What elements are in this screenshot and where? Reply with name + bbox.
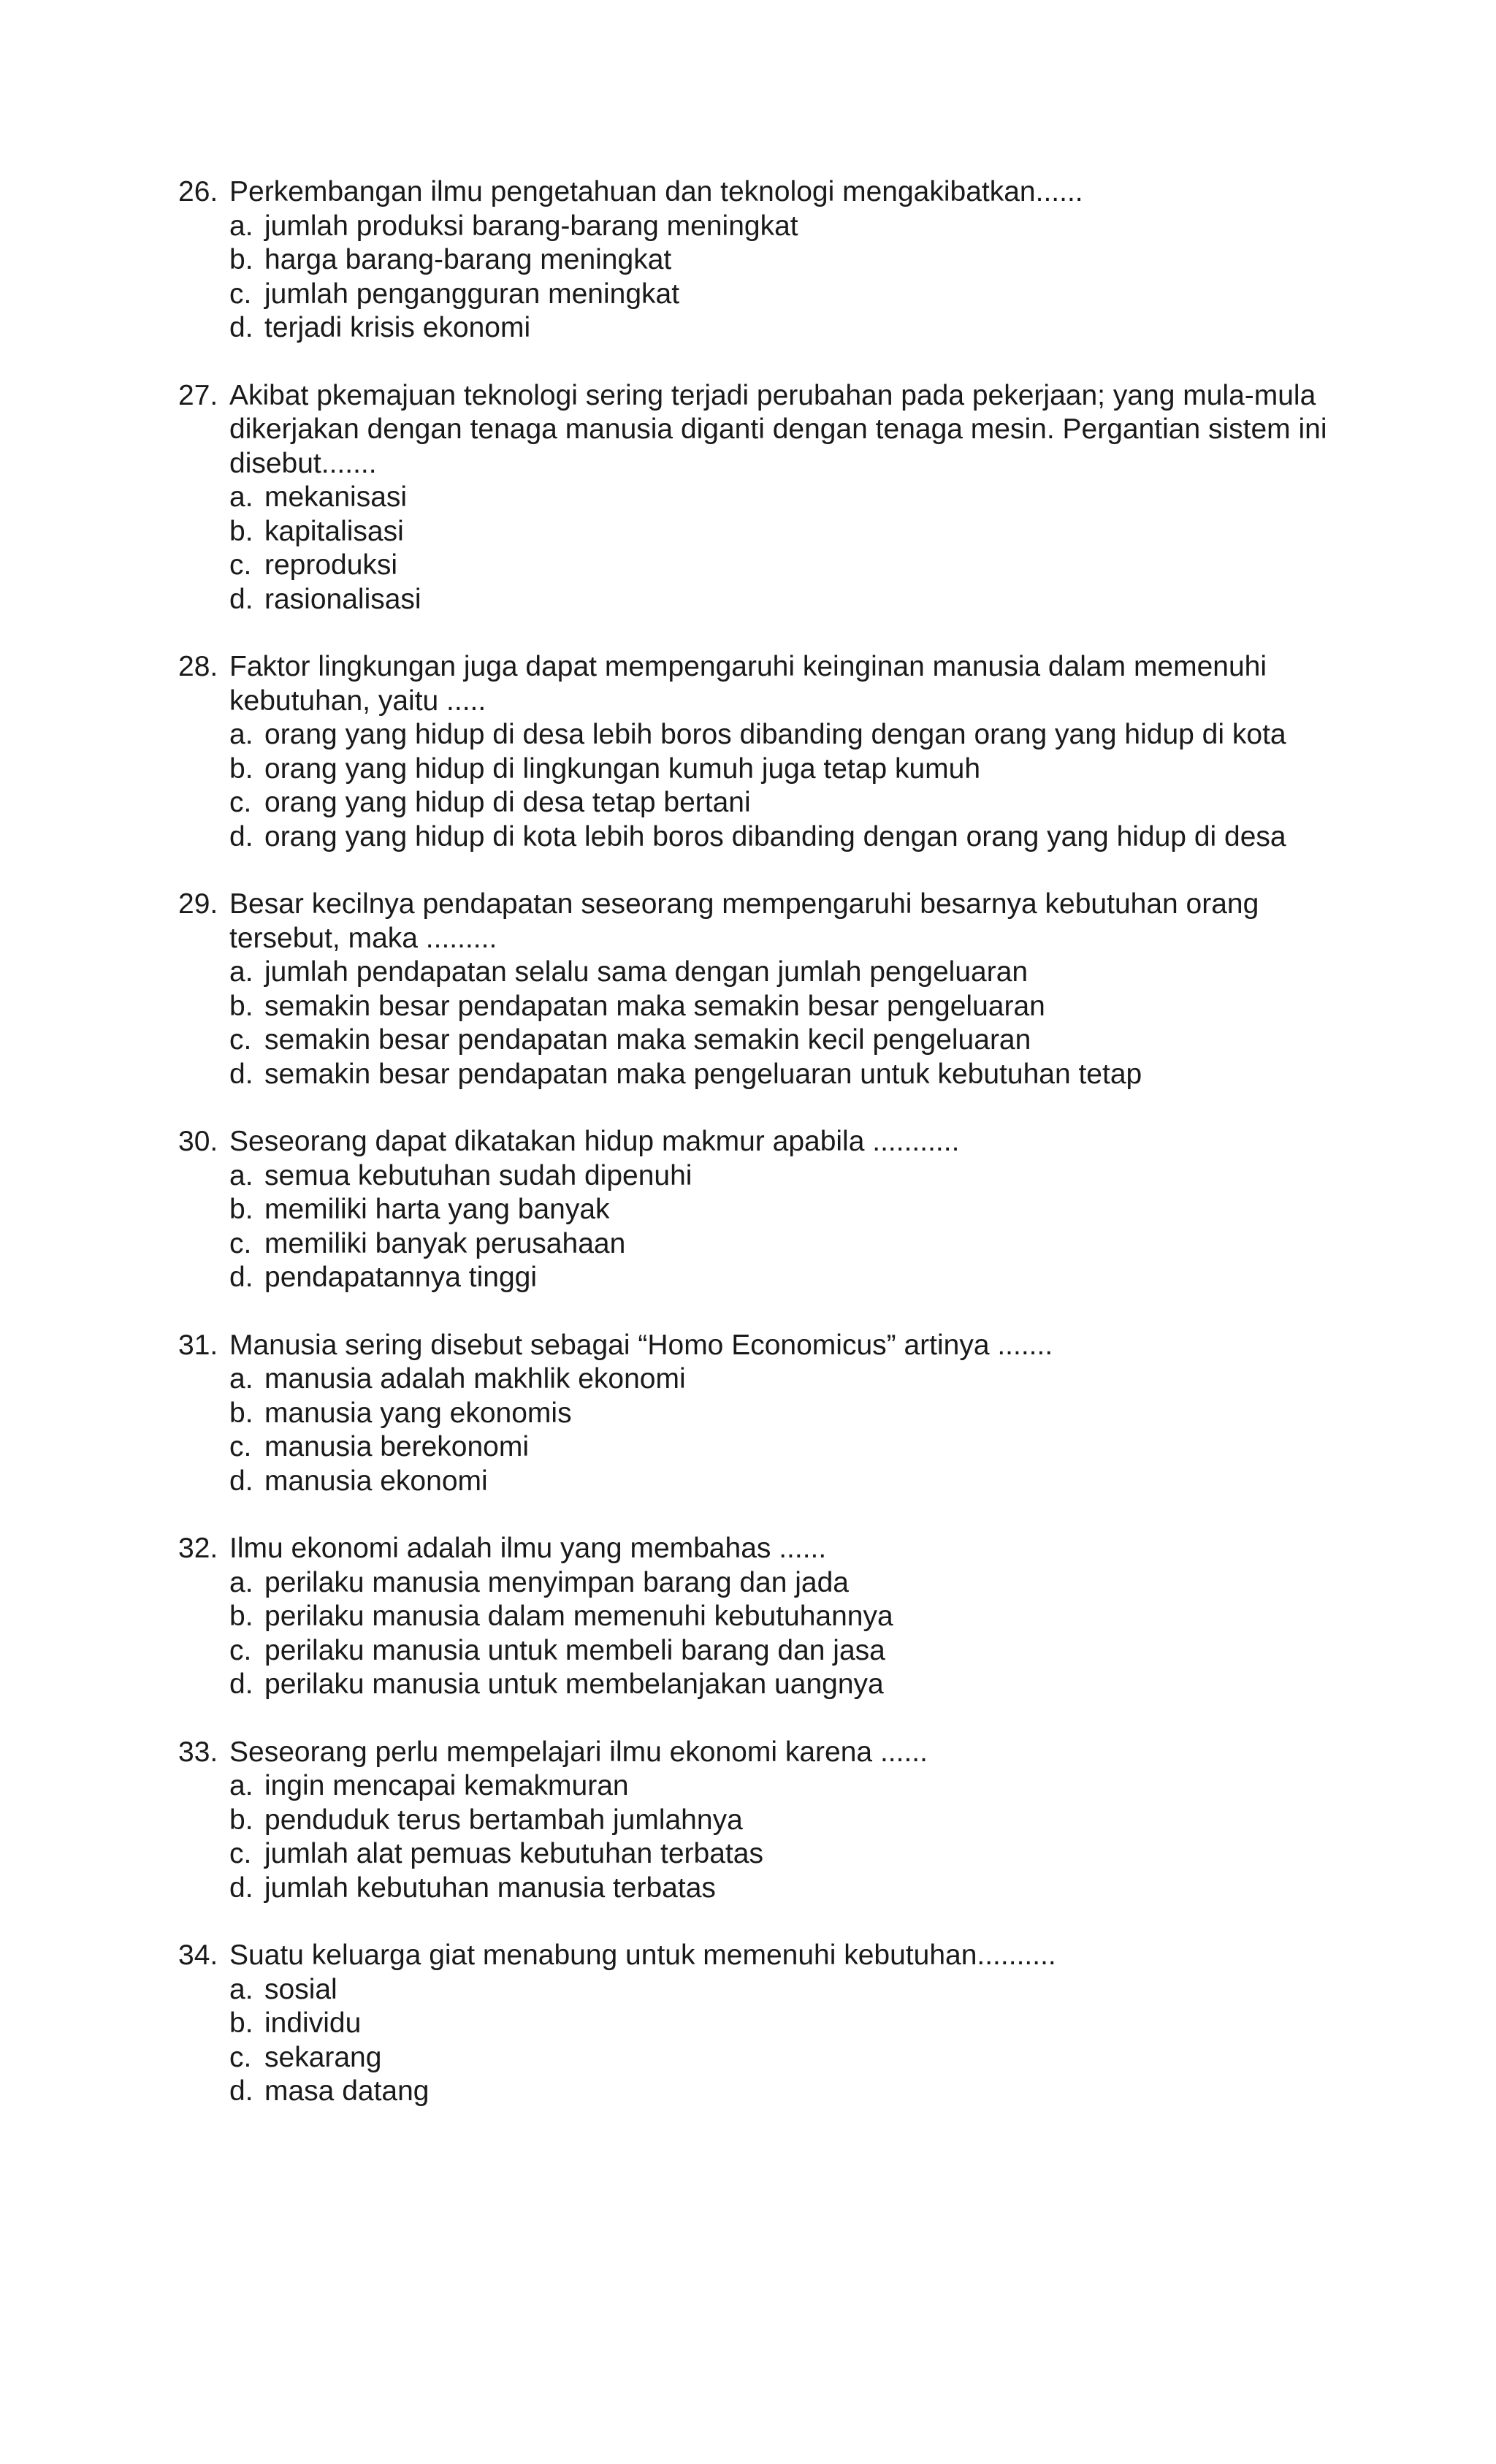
- question-text: Manusia sering disebut sebagai “Homo Economicus” artinya .......: [229, 1329, 1053, 1361]
- option-text: manusia berekonomi: [264, 1431, 530, 1462]
- question-item: [178, 1125, 1376, 1295]
- answer-option: [229, 1973, 1376, 2007]
- option-text: perilaku manusia dalam memenuhi kebutuhannya: [264, 1601, 893, 1632]
- answer-option: [229, 1566, 1376, 1601]
- question-text: Seseorang perlu mempelajari ilmu ekonomi karena ......: [229, 1736, 928, 1768]
- option-letter: c.: [229, 278, 252, 310]
- option-letter: b.: [229, 752, 253, 785]
- option-text: semua kebutuhan sudah dipenuhi: [264, 1159, 692, 1191]
- answer-option: [229, 243, 1376, 278]
- option-text: rasionalisasi: [264, 583, 421, 615]
- answer-option: [229, 1837, 1376, 1872]
- answer-option: [229, 752, 1376, 787]
- option-letter: c.: [229, 1431, 252, 1462]
- option-letter: c.: [229, 2041, 252, 2073]
- answer-option: [229, 1058, 1376, 1092]
- question-text: Faktor lingkungan juga dapat mempengaruhi keinginan manusia dalam memenuhi kebutuhan, yaitu .....: [229, 651, 1267, 717]
- option-letter: c.: [229, 1024, 252, 1056]
- question-item: [178, 1736, 1376, 1906]
- answer-option: [229, 1872, 1376, 1906]
- answer-option: [229, 1600, 1376, 1634]
- option-letter: a.: [229, 1363, 253, 1395]
- option-text: orang yang hidup di desa tetap bertani: [264, 787, 751, 818]
- question-list: [178, 175, 1376, 2143]
- option-letter: c.: [229, 787, 252, 818]
- answer-option: [229, 210, 1376, 244]
- option-letter: d.: [229, 312, 253, 343]
- option-text: manusia ekonomi: [264, 1465, 488, 1497]
- option-letter: b.: [229, 1601, 253, 1632]
- answer-options: [229, 956, 1376, 1091]
- option-text: jumlah pengangguran meningkat: [264, 278, 680, 310]
- option-text: reproduksi: [264, 549, 398, 581]
- option-text: semakin besar pendapatan maka pengeluaran untuk kebutuhan tetap: [264, 1058, 1142, 1090]
- option-letter: b.: [229, 1194, 253, 1225]
- answer-option: [229, 1769, 1376, 1804]
- answer-option: [229, 718, 1376, 752]
- answer-option: [229, 956, 1376, 990]
- option-letter: b.: [229, 244, 253, 275]
- question-number: 26.: [178, 176, 218, 207]
- option-letter: a.: [229, 1770, 253, 1801]
- option-text: mekanisasi: [264, 481, 408, 513]
- option-letter: a.: [229, 1566, 253, 1598]
- option-text: memiliki harta yang banyak: [264, 1194, 610, 1225]
- question-item: [178, 1532, 1376, 1702]
- option-letter: d.: [229, 2075, 253, 2107]
- option-text: masa datang: [264, 2075, 430, 2107]
- answer-option: [229, 2075, 1376, 2109]
- question-number: 34.: [178, 1939, 218, 1971]
- answer-option: [229, 1668, 1376, 1702]
- answer-option: [229, 990, 1376, 1024]
- option-text: kapitalisasi: [264, 515, 404, 547]
- option-text: jumlah produksi barang-barang meningkat: [264, 210, 798, 242]
- option-text: perilaku manusia untuk membeli barang dan jasa: [264, 1634, 885, 1666]
- answer-options: [229, 1159, 1376, 1295]
- question-item: [178, 650, 1376, 854]
- question-number: 28.: [178, 651, 218, 682]
- answer-option: [229, 1804, 1376, 1838]
- question-number: 33.: [178, 1736, 218, 1768]
- answer-option: [229, 1261, 1376, 1295]
- option-text: orang yang hidup di desa lebih boros dibanding dengan orang yang hidup di kota: [264, 719, 1286, 750]
- option-text: pendapatannya tinggi: [264, 1262, 537, 1293]
- option-letter: d.: [229, 1872, 253, 1904]
- question-number: 31.: [178, 1329, 218, 1361]
- option-text: jumlah pendapatan selalu sama dengan jumlah pengeluaran: [264, 956, 1028, 988]
- option-text: jumlah kebutuhan manusia terbatas: [264, 1872, 716, 1904]
- question-item: [178, 175, 1376, 346]
- question-item: [178, 888, 1376, 1091]
- question-number: 32.: [178, 1533, 218, 1564]
- question-item: [178, 1939, 1376, 2109]
- option-letter: c.: [229, 1838, 252, 1869]
- option-letter: b.: [229, 2007, 253, 2039]
- option-letter: b.: [229, 515, 253, 547]
- answer-option: [229, 1465, 1376, 1499]
- answer-option: [229, 1193, 1376, 1227]
- question-text: Besar kecilnya pendapatan seseorang mempengaruhi besarnya kebutuhan orang tersebut, maka .........: [229, 888, 1259, 954]
- option-text: ingin mencapai kemakmuran: [264, 1770, 629, 1801]
- answer-option: [229, 1397, 1376, 1431]
- option-letter: c.: [229, 549, 252, 581]
- option-text: perilaku manusia menyimpan barang dan jada: [264, 1566, 849, 1598]
- answer-option: [229, 311, 1376, 346]
- option-letter: b.: [229, 1397, 253, 1429]
- question-text: Suatu keluarga giat menabung untuk memenuhi kebutuhan..........: [229, 1939, 1056, 1971]
- option-text: semakin besar pendapatan maka semakin kecil pengeluaran: [264, 1024, 1031, 1056]
- answer-option: [229, 583, 1376, 617]
- question-item: [178, 379, 1376, 617]
- option-text: harga barang-barang meningkat: [264, 244, 672, 275]
- answer-option: [229, 1227, 1376, 1262]
- answer-option: [229, 786, 1376, 820]
- option-letter: a.: [229, 1159, 253, 1191]
- option-letter: d.: [229, 583, 253, 615]
- question-item: [178, 1329, 1376, 1499]
- option-text: jumlah alat pemuas kebutuhan terbatas: [264, 1838, 763, 1869]
- option-letter: d.: [229, 1058, 253, 1090]
- option-letter: a.: [229, 719, 253, 750]
- answer-option: [229, 1023, 1376, 1058]
- option-letter: d.: [229, 1668, 253, 1700]
- option-text: semakin besar pendapatan maka semakin besar pengeluaran: [264, 990, 1045, 1022]
- option-text: individu: [264, 2007, 362, 2039]
- option-letter: c.: [229, 1634, 252, 1666]
- question-text: Ilmu ekonomi adalah ilmu yang membahas ......: [229, 1533, 827, 1564]
- answer-options: [229, 1566, 1376, 1702]
- option-letter: c.: [229, 1227, 252, 1259]
- question-number: 30.: [178, 1126, 218, 1157]
- option-text: penduduk terus bertambah jumlahnya: [264, 1804, 743, 1836]
- option-text: manusia adalah makhlik ekonomi: [264, 1363, 686, 1395]
- answer-option: [229, 1634, 1376, 1668]
- answer-options: [229, 1973, 1376, 2109]
- answer-options: [229, 210, 1376, 346]
- answer-option: [229, 2041, 1376, 2075]
- option-text: sosial: [264, 1973, 337, 2005]
- answer-option: [229, 2007, 1376, 2041]
- answer-option: [229, 1430, 1376, 1465]
- question-text: Seseorang dapat dikatakan hidup makmur apabila ...........: [229, 1126, 960, 1157]
- option-letter: b.: [229, 1804, 253, 1836]
- option-text: manusia yang ekonomis: [264, 1397, 572, 1429]
- option-letter: d.: [229, 1262, 253, 1293]
- answer-options: [229, 1362, 1376, 1498]
- option-letter: a.: [229, 481, 253, 513]
- option-text: perilaku manusia untuk membelanjakan uangnya: [264, 1668, 884, 1700]
- option-text: terjadi krisis ekonomi: [264, 312, 531, 343]
- answer-option: [229, 1362, 1376, 1397]
- question-number: 29.: [178, 888, 218, 920]
- option-text: orang yang hidup di lingkungan kumuh juga tetap kumuh: [264, 752, 981, 785]
- question-number: 27.: [178, 379, 218, 411]
- answer-option: [229, 1159, 1376, 1194]
- question-text: Akibat pkemajuan teknologi sering terjadi perubahan pada pekerjaan; yang mula-mula dikerjakan dengan tenaga manusia diganti dengan tenaga mesin. Pergantian sistem ini disebut.......: [229, 379, 1327, 479]
- question-text: Perkembangan ilmu pengetahuan dan teknologi mengakibatkan......: [229, 176, 1083, 207]
- answer-option: [229, 481, 1376, 515]
- answer-option: [229, 820, 1376, 855]
- option-text: orang yang hidup di kota lebih boros dibanding dengan orang yang hidup di desa: [264, 820, 1286, 853]
- option-letter: b.: [229, 990, 253, 1022]
- answer-option: [229, 549, 1376, 583]
- option-letter: a.: [229, 210, 253, 242]
- option-letter: d.: [229, 820, 253, 853]
- answer-options: [229, 481, 1376, 617]
- option-letter: a.: [229, 956, 253, 988]
- answer-option: [229, 515, 1376, 549]
- option-letter: a.: [229, 1973, 253, 2005]
- answer-option: [229, 278, 1376, 312]
- answer-options: [229, 718, 1376, 854]
- option-letter: d.: [229, 1465, 253, 1497]
- option-text: sekarang: [264, 2041, 382, 2073]
- answer-options: [229, 1769, 1376, 1905]
- option-text: memiliki banyak perusahaan: [264, 1227, 626, 1259]
